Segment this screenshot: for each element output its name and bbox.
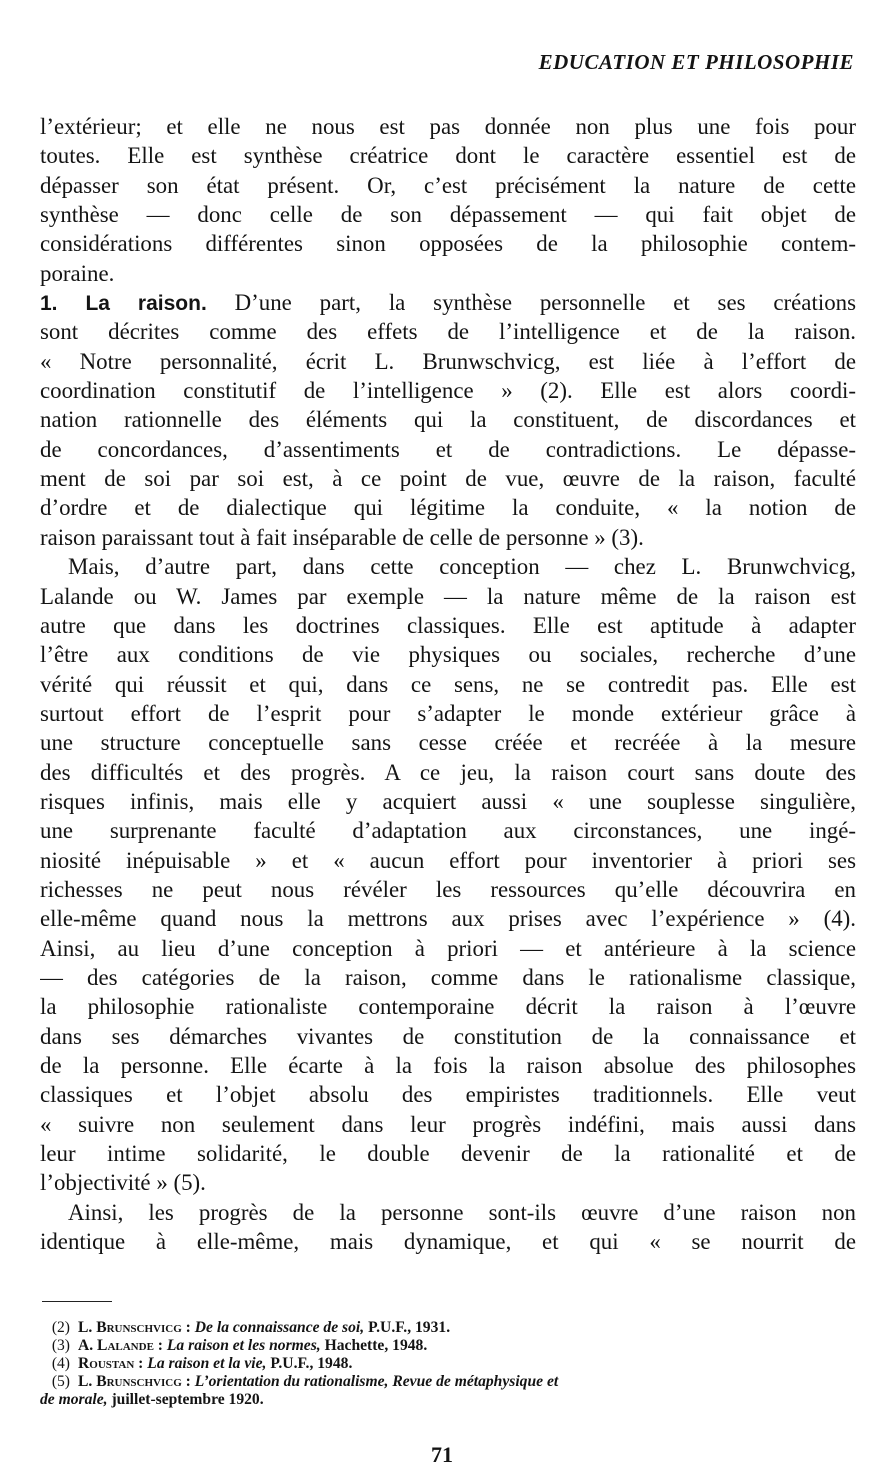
text-line: l’extérieur; et elle ne nous est pas donnée non plus une fois pour — [40, 114, 856, 139]
footnote-publisher: juillet-septembre 1920. — [111, 1391, 264, 1408]
text-line: — des catégories de la raison, comme dans le rationalisme classique, — [40, 964, 856, 990]
footnote-title: De la connaissance de soi, — [194, 1319, 365, 1336]
text-line: surtout effort de l’esprit pour s’adapter le monde extérieur grâce à — [40, 700, 856, 726]
footnote-number: (4) — [51, 1355, 70, 1372]
footnote — [40, 1337, 856, 1355]
text-line: leur intime solidarité, le double devenir de la rationalité et de — [40, 1141, 856, 1167]
footnote — [40, 1373, 856, 1391]
text-line: Lalande ou W. James par exemple — la nature même de la raison est — [40, 583, 856, 609]
text-line: elle-même quand nous la mettrons aux prises avec l’expérience » (4). — [40, 906, 856, 932]
text-line: coordination constitutif de l’intelligence » (2). Elle est alors coordi- — [40, 378, 856, 404]
footnote-title: La raison et les normes, — [166, 1337, 321, 1354]
text-line: autre que dans les doctrines classiques. Elle est aptitude à adapter — [40, 612, 856, 638]
footnote-title: La raison et la vie, — [147, 1355, 267, 1372]
text-line: Ainsi, les progrès de la personne sont-ils œuvre d’une raison non — [68, 1199, 856, 1225]
text-line: sont décrites comme des effets de l’intelligence et de la raison. — [40, 319, 856, 345]
text-line: considérations différentes sinon opposées de la philosophie contem- — [40, 231, 856, 257]
footnote-author: L. Brunschvicg : — [78, 1319, 191, 1336]
text-line: l’objectivité » (5). — [40, 1170, 206, 1196]
text-line: l’être aux conditions de vie physiques ou sociales, recherche d’une — [40, 642, 856, 668]
text-line: nation rationnelle des éléments qui la constituent, de discordances et — [40, 407, 856, 433]
text-line: Ainsi, au lieu d’une conception à priori — et antérieure à la science — [40, 935, 856, 961]
text-line: de la personne. Elle écarte à la fois la raison absolue des philosophes — [40, 1053, 856, 1078]
footnote-continuation — [40, 1391, 856, 1409]
footnote-author: A. Lalande : — [78, 1337, 163, 1354]
body-text — [40, 112, 856, 1256]
footnote — [40, 1319, 856, 1337]
text-line: « suivre non seulement dans leur progrès indéfini, mais aussi dans — [40, 1111, 856, 1137]
text-line: dans ses démarches vivantes de constitution de la connaissance et — [40, 1023, 856, 1049]
text-line: D’une part, la synthèse personnelle et ses créations — [234, 290, 856, 316]
text-line: risques infinis, mais elle y acquiert aussi « une souplesse singulière, — [40, 788, 856, 814]
text-line: toutes. Elle est synthèse créatrice dont le caractère essentiel est de — [40, 143, 856, 169]
text-line: niosité inépuisable » et « aucun effort pour inventorier à priori ses — [40, 847, 856, 873]
footnote-title: de morale, — [40, 1391, 108, 1408]
footnote-rule — [42, 1301, 112, 1302]
footnotes — [40, 1319, 856, 1409]
text-line: raison paraissant tout à fait inséparable de celle de personne » (3). — [40, 524, 644, 550]
footnote-author: Roustan : — [78, 1355, 144, 1372]
text-line: poraine. — [40, 260, 115, 286]
text-line: la philosophie rationaliste contemporaine décrit la raison à l’œuvre — [40, 994, 856, 1020]
footnote-publisher: Hachette, 1948. — [324, 1337, 428, 1354]
text-line: richesses ne peut nous révéler les ressources qu’elle découvrira en — [40, 876, 856, 902]
text-line: synthèse — donc celle de son dépassement — qui fait objet de — [40, 202, 856, 228]
text-line: de concordances, d’assentiments et de contradictions. Le dépasse- — [40, 436, 856, 462]
footnote-publisher: P.U.F., 1931. — [368, 1319, 451, 1336]
text-line: identique à elle-même, mais dynamique, et qui « se nourrit de — [40, 1229, 856, 1255]
section-line — [40, 288, 856, 317]
text-line: des difficultés et des progrès. A ce jeu, la raison court sans doute des — [40, 759, 856, 785]
footnote-author: L. Brunschvicg : — [78, 1373, 191, 1390]
text-line: d’ordre et de dialectique qui légitime la conduite, « la notion de — [40, 495, 856, 521]
text-line: une structure conceptuelle sans cesse créée et recréée à la mesure — [40, 730, 856, 756]
text-line: classiques et l’objet absolu des empiristes traditionnels. Elle veut — [40, 1082, 856, 1108]
text-line: Mais, d’autre part, dans cette conception — chez L. Brunwchvicg, — [68, 554, 856, 580]
footnote — [40, 1355, 856, 1373]
footnote-number: (2) — [51, 1319, 70, 1336]
footnote-number: (5) — [51, 1373, 70, 1390]
text-line: ment de soi par soi est, à ce point de vue, œuvre de la raison, faculté — [40, 466, 856, 492]
footnote-number: (3) — [51, 1337, 70, 1354]
text-line: vérité qui réussit et qui, dans ce sens, ne se contredit pas. Elle est — [40, 671, 856, 697]
text-line: une surprenante faculté d’adaptation aux circonstances, une ingé- — [40, 818, 856, 844]
page-number: 71 — [431, 1442, 453, 1467]
footnote-publisher: P.U.F., 1948. — [270, 1355, 353, 1372]
running-header: EDUCATION ET PHILOSOPHIE — [538, 50, 854, 74]
footnote-title: L’orientation du rationalisme, Revue de métaphysique et — [194, 1373, 559, 1390]
text-line: « Notre personnalité, écrit L. Brunwschvicg, est liée à l’effort de — [40, 348, 856, 374]
text-line: dépasser son état présent. Or, c’est précisément la nature de cette — [40, 172, 856, 198]
section-title: 1. La raison. — [40, 292, 207, 316]
